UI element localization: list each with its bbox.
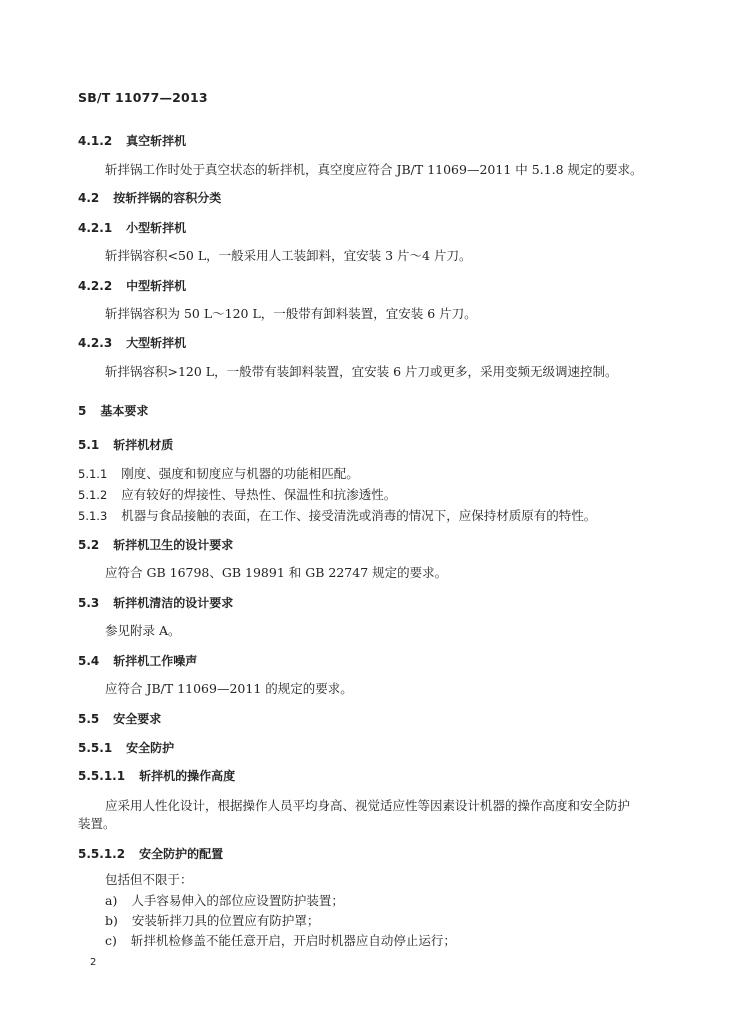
paragraph: 应符合 JB/T 11069—2011 的规定的要求。	[105, 681, 353, 696]
section-title: 安全防护	[126, 741, 175, 755]
section-number: 5.3	[78, 596, 100, 610]
section-title: 安全要求	[113, 712, 162, 726]
section-title: 真空斩拌机	[126, 134, 187, 148]
item-text: 应有较好的焊接性、导热性、保温性和抗渗透性。	[121, 487, 397, 502]
section-heading	[78, 403, 148, 419]
paragraph: 斩拌锅容积为 50 L～120 L，一般带有卸料装置，宜安装 6 片刀。	[105, 306, 477, 321]
section-title: 斩拌机的操作高度	[139, 769, 236, 783]
section-number: 4.2.2	[78, 279, 113, 293]
section-number: 5	[78, 404, 87, 418]
document-code: SB/T 11077—2013	[78, 90, 208, 105]
paragraph: 参见附录 A。	[105, 623, 181, 638]
section-heading	[78, 335, 186, 351]
section-heading	[78, 846, 223, 862]
paragraph: 应采用人性化设计，根据操作人员平均身高、视觉适应性等因素设计机器的操作高度和安全防护	[105, 798, 631, 813]
section-title: 按斩拌锅的容积分类	[113, 191, 222, 205]
section-heading	[78, 740, 174, 756]
section-number: 5.4	[78, 654, 100, 668]
section-title: 斩拌机工作噪声	[113, 654, 198, 668]
section-heading	[78, 437, 173, 453]
section-heading	[78, 768, 235, 784]
numbered-item	[78, 508, 596, 524]
section-number: 5.2	[78, 538, 100, 552]
list-text: 斩拌机检修盖不能任意开启，开启时机器应自动停止运行；	[130, 933, 456, 948]
section-title: 斩拌机卫生的设计要求	[113, 538, 234, 552]
section-title: 斩拌机清洁的设计要求	[113, 596, 234, 610]
section-heading	[78, 190, 221, 206]
section-heading	[78, 133, 186, 149]
section-title: 基本要求	[100, 404, 149, 418]
list-marker: c)	[105, 933, 117, 948]
section-number: 4.2	[78, 191, 100, 205]
section-heading	[78, 653, 197, 669]
paragraph: 应符合 GB 16798、GB 19891 和 GB 22747 规定的要求。	[105, 565, 448, 580]
section-number: 5.5.1.2	[78, 847, 126, 861]
list-marker: a)	[105, 893, 118, 908]
section-number: 5.5.1	[78, 741, 113, 755]
section-title: 安全防护的配置	[139, 847, 224, 861]
section-number: 5.5.1.1	[78, 769, 126, 783]
item-number: 5.1.1	[78, 467, 108, 481]
section-title: 斩拌机材质	[113, 438, 174, 452]
section-number: 4.1.2	[78, 134, 113, 148]
section-title: 大型斩拌机	[126, 336, 187, 350]
section-title: 小型斩拌机	[126, 221, 187, 235]
paragraph-continuation: 装置。	[78, 816, 116, 831]
item-number: 5.1.2	[78, 488, 108, 502]
section-number: 4.2.3	[78, 336, 113, 350]
section-number: 5.5	[78, 712, 100, 726]
page-number: 2	[90, 957, 97, 968]
section-heading	[78, 278, 186, 294]
numbered-item	[78, 466, 359, 482]
section-heading	[78, 595, 233, 611]
item-number: 5.1.3	[78, 509, 108, 523]
section-heading	[78, 711, 161, 727]
item-text: 刚度、强度和韧度应与机器的功能相匹配。	[121, 466, 359, 481]
list-item	[105, 893, 344, 909]
list-marker: b)	[105, 913, 118, 928]
list-text: 人手容易伸入的部位应设置防护装置；	[131, 893, 344, 908]
section-heading	[78, 220, 186, 236]
section-heading	[78, 537, 233, 553]
list-item	[105, 913, 319, 929]
section-number: 5.1	[78, 438, 100, 452]
paragraph: 包括但不限于：	[105, 872, 193, 887]
list-item	[105, 933, 456, 949]
paragraph: 斩拌锅工作时处于真空状态的斩拌机，真空度应符合 JB/T 11069—2011 中 5.1.8 规定的要求。	[105, 162, 643, 177]
paragraph: 斩拌锅容积>120 L，一般带有装卸料装置，宜安装 6 片刀或更多，采用变频无级调速控制。	[105, 364, 618, 379]
paragraph: 斩拌锅容积<50 L，一般采用人工装卸料，宜安装 3 片～4 片刀。	[105, 248, 472, 263]
section-number: 4.2.1	[78, 221, 113, 235]
section-title: 中型斩拌机	[126, 279, 187, 293]
item-text: 机器与食品接触的表面，在工作、接受清洗或消毒的情况下，应保持材质原有的特性。	[121, 508, 597, 523]
list-text: 安装斩拌刀具的位置应有防护罩；	[131, 913, 320, 928]
numbered-item	[78, 487, 396, 503]
